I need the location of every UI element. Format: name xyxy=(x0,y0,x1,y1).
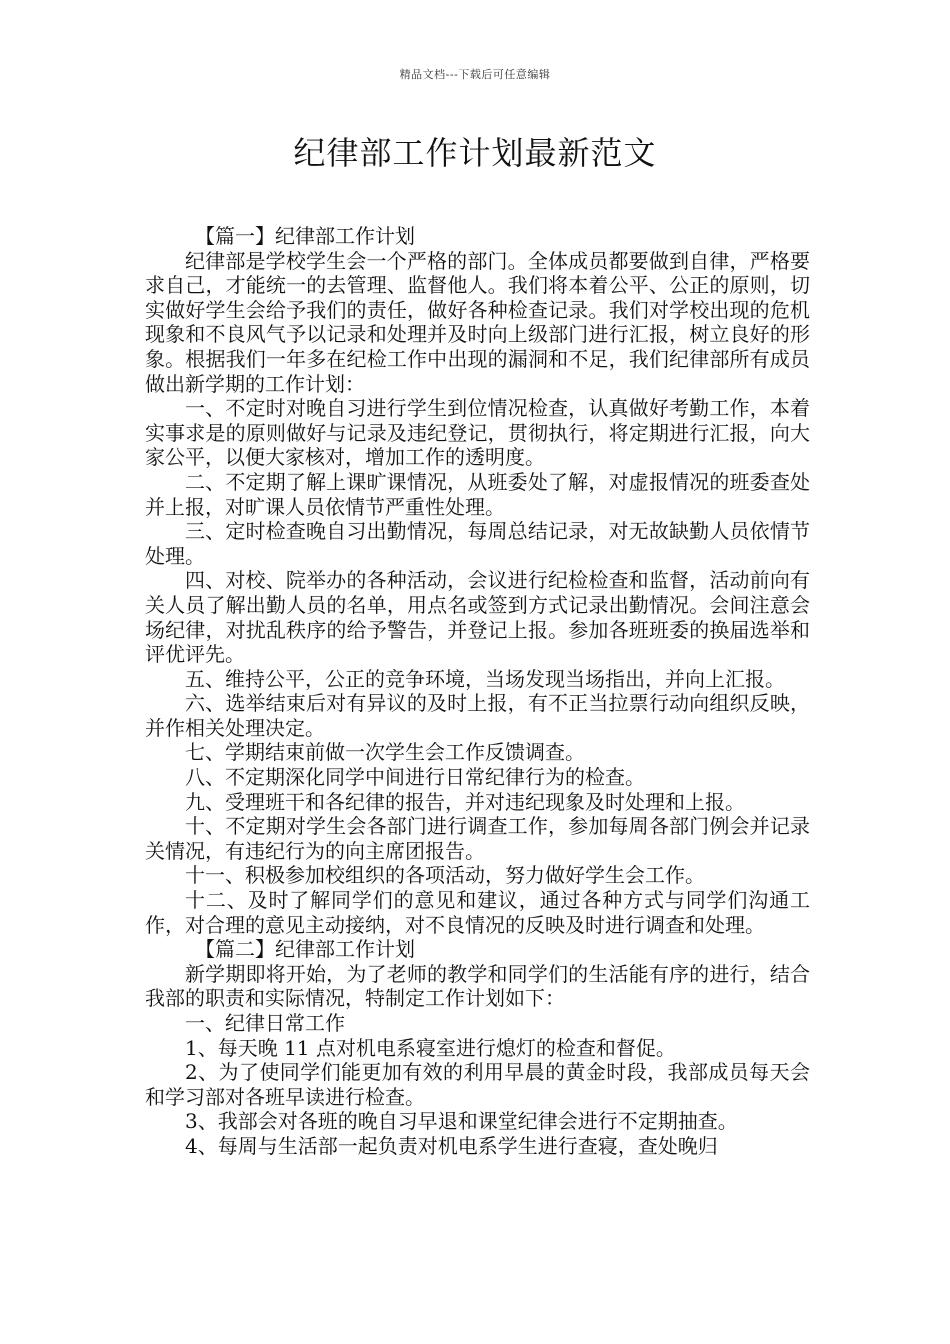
section2-item-3: 3、我部会对各班的晚自习早退和课堂纪律会进行不定期抽查。 xyxy=(185,1109,738,1134)
section1-item-11: 十一、积极参加校组织的各项活动，努力做好学生会工作。 xyxy=(185,863,705,888)
section1-item-8: 八、不定期深化同学中间进行日常纪律行为的检查。 xyxy=(185,765,645,790)
section1-item-12: 十二、及时了解同学们的意见和建议，通过各种方式与同学们沟通工作，对合理的意见主动接纳，对不良情况的反映及时进行调查和处理。 xyxy=(145,888,810,937)
section1-item-3: 三、定时检查晚自习出勤情况，每周总结记录，对无故缺勤人员依情节处理。 xyxy=(145,519,810,568)
section2-item-4: 4、每周与生活部一起负责对机电系学生进行查寝，查处晚归 xyxy=(185,1133,718,1158)
section1-item-10: 十、不定期对学生会各部门进行调查工作，参加每周各部门例会并记录关情况，有违纪行为的向主席团报告。 xyxy=(145,814,810,863)
section2-intro: 新学期即将开始，为了老师的教学和同学们的生活能有序的进行，结合我部的职责和实际情况，特制定工作计划如下： xyxy=(145,961,810,1011)
section1-item-4: 四、对校、院举办的各种活动，会议进行纪检检查和监督，活动前向有关人员了解出勤人员的名单，用点名或签到方式记录出勤情况。会间注意会场纪律，对扰乱秩序的给予警告，并登记上报。参加各班班委的换届选举和评优评先。 xyxy=(145,568,810,667)
section1-intro: 纪律部是学校学生会一个严格的部门。全体成员都要做到自律，严格要求自己，才能统一的去管理、监督他人。我们将本着公平、公正的原则，切实做好学生会给予我们的责任，做好各种检查记录。我们对学校出现的危机现象和不良风气予以记录和处理并及时向上级部门进行汇报，树立良好的形象。根据我们一年多在纪检工作中出现的漏洞和不足，我们纪律部所有成员做出新学期的工作计划： xyxy=(145,248,810,396)
section1-item-7: 七、学期结束前做一次学生会工作反馈调查。 xyxy=(185,740,585,765)
section1-item-6: 六、选举结束后对有异议的及时上报，有不正当拉票行动向组织反映，并作相关处理决定。 xyxy=(145,691,810,740)
document-body xyxy=(145,224,810,1159)
section1-item-1: 一、不定时对晚自习进行学生到位情况检查，认真做好考勤工作，本着实事求是的原则做好与记录及违纪登记，贯彻执行，将定期进行汇报，向大家公平，以便大家核对，增加工作的透明度。 xyxy=(145,396,810,470)
section2-subheading: 一、纪律日常工作 xyxy=(185,1011,345,1035)
section-heading-1: 【篇一】纪律部工作计划 xyxy=(195,224,415,248)
section-heading-2: 【篇二】纪律部工作计划 xyxy=(195,937,415,962)
document-title: 纪律部工作计划最新范文 xyxy=(293,134,657,172)
section1-item-9: 九、受理班干和各纪律的报告，并对违纪现象及时处理和上报。 xyxy=(185,789,745,814)
section1-item-2: 二、不定期了解上课旷课情况，从班委处了解，对虚报情况的班委查处并上报，对旷课人员依情节严重性处理。 xyxy=(145,469,810,519)
section2-item-2: 2、为了使同学们能更加有效的利用早晨的黄金时段，我部成员每天会和学习部对各班早读进行检查。 xyxy=(145,1060,810,1109)
section2-item-1: 1、每天晚 11 点对机电系寝室进行熄灯的检查和督促。 xyxy=(185,1035,676,1060)
header-note: 精品文档---下载后可任意编辑 xyxy=(399,68,551,81)
section1-item-5: 五、维持公平，公正的竞争环境，当场发现当场指出，并向上汇报。 xyxy=(185,666,785,691)
